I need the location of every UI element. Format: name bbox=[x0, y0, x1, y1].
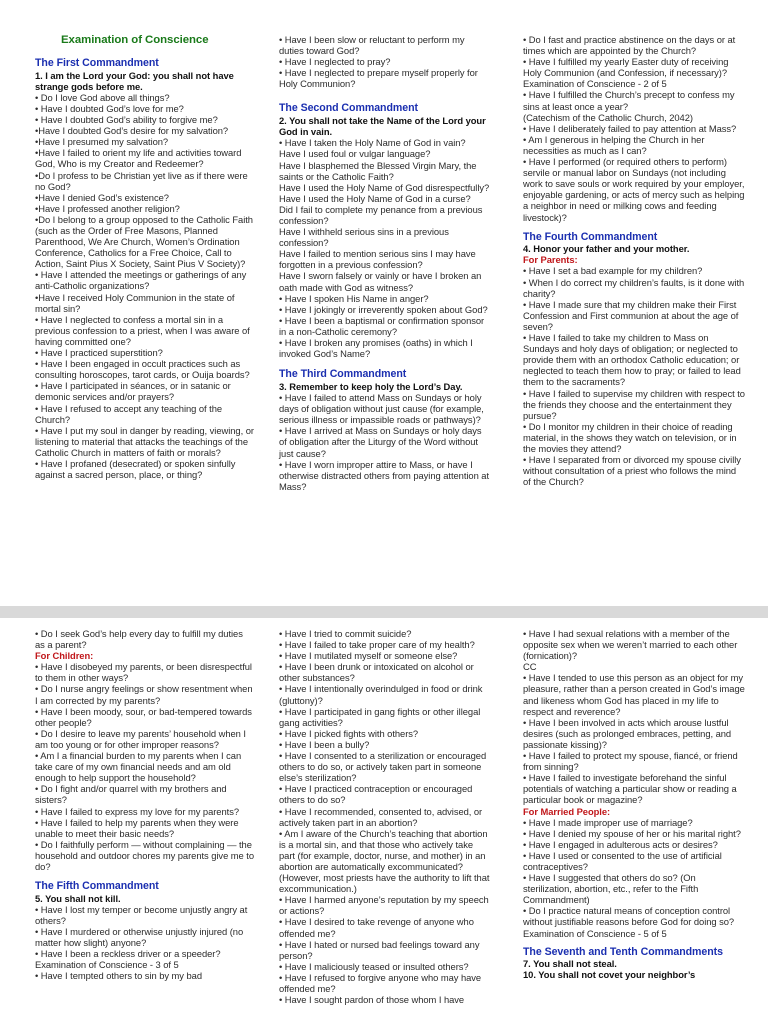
list-item: Examination of Conscience - 3 of 5 bbox=[35, 959, 179, 971]
list-item: • Have I doubted God’s ability to forgive me? bbox=[35, 114, 218, 126]
third-commandment-continued-list bbox=[523, 34, 745, 223]
list-item: Have I blasphemed the Blessed Virgin Mary, the saints or the Catholic Faith? bbox=[279, 159, 477, 182]
second-commandment-list bbox=[279, 137, 491, 359]
list-item: • Have I fulfilled my yearly Easter duty of receiving Holy Communion (and Confession, if necessary)? Examination of Conscience - 2 of 5 bbox=[523, 56, 729, 90]
fourth-commandment-parents-list bbox=[523, 265, 745, 487]
for-parents-subheading: For Parents: bbox=[523, 254, 578, 266]
list-item: • Have I intentionally overindulged in food or drink (gluttony)? bbox=[279, 683, 483, 706]
list-item: • Have I neglected to confess a mortal sin in a previous confession to a priest, when I was aware of having committed one? bbox=[35, 313, 250, 347]
list-item: • Have I worn improper attire to Mass, or have I otherwise distracted others from paying attention at Mass? bbox=[279, 458, 490, 492]
list-item: • Have I mutilated myself or someone else? bbox=[279, 650, 458, 662]
document-page-2 bbox=[0, 618, 768, 1024]
list-item: • Have I picked fights with others? bbox=[279, 727, 419, 739]
list-item: • Do I monitor my children in their choice of reading material, in the shows they watch on television, or in the movies they attend? bbox=[523, 420, 737, 454]
list-item: • Have I neglected to pray? bbox=[279, 56, 391, 68]
list-item: • Have I tried to commit suicide? bbox=[279, 628, 412, 639]
list-item: • Have I participated in séances, or in satanic or demonic services and/or prayers? bbox=[35, 380, 231, 403]
list-item: • Do I nurse angry feelings or show resentment when I am corrected by my parents? bbox=[35, 683, 253, 706]
fifth-commandment-text: 5. You shall not kill. bbox=[35, 892, 121, 904]
list-item: • Have I neglected to prepare myself properly for Holy Communion? bbox=[279, 67, 478, 90]
page1-column-3 bbox=[523, 34, 745, 487]
list-item: • Do I faithfully perform — without complaining — the household and outdoor chores my parents give me to do? bbox=[35, 838, 254, 872]
list-item: • Have I profaned (desecrated) or spoken sinfully against a sacred person, place, or thing? bbox=[35, 457, 236, 481]
list-item: • Have I been drunk or intoxicated on alcohol or other substances? bbox=[279, 661, 474, 684]
list-item: • Have I doubted God’s love for me? bbox=[35, 102, 184, 114]
list-item: • Have I desired to take revenge of anyone who offended me? bbox=[279, 916, 474, 939]
first-commandment-list bbox=[35, 92, 255, 480]
list-item: Did I fail to complete my penance from a previous confession? bbox=[279, 203, 483, 227]
third-commandment-text: 3. Remember to keep holy the Lord’s Day. bbox=[279, 380, 463, 392]
list-item: • Have I failed to express my love for my parents? bbox=[35, 805, 239, 817]
list-item: • Have I been moody, sour, or bad-tempered towards other people? bbox=[35, 705, 252, 728]
list-item: • Have I refused to accept any teaching of the Church? bbox=[35, 402, 223, 425]
second-commandment-text: 2. You shall not take the Name of the Lord your God in vain. bbox=[279, 115, 486, 138]
list-item: Have I withheld serious sins in a previous confession? bbox=[279, 226, 449, 249]
list-item: • Have I failed to attend Mass on Sundays or holy days of obligation without just cause (for example, serious illness or impassible roads or pathways)? bbox=[279, 392, 484, 426]
seventh-tenth-commandment-heading: The Seventh and Tenth Commandments bbox=[523, 945, 723, 958]
list-item: • Have I consented to a sterilization or encouraged others to do so, or actively taken part in someone else’s sterilization? bbox=[279, 750, 487, 784]
fifth-commandment-continued-list bbox=[279, 628, 491, 1005]
list-item: • Have I hated or nursed bad feelings toward any person? bbox=[279, 938, 480, 961]
list-item: • Have I failed to help my parents when they were unable to meet their basic needs? bbox=[35, 816, 239, 839]
list-item: • Have I had sexual relations with a member of the opposite sex when we weren’t married to each other (fornication)? bbox=[523, 628, 738, 662]
list-item: • Have I maliciously teased or insulted others? bbox=[279, 960, 469, 972]
seventh-commandment-text: 7. You shall not steal. bbox=[523, 958, 617, 970]
list-item: • Have I disobeyed my parents, or been disrespectful to them in other ways? bbox=[35, 661, 252, 684]
list-item: Have I used the Holy Name of God disrespectfully? bbox=[279, 181, 490, 193]
fifth-commandment-heading: The Fifth Commandment bbox=[35, 880, 159, 893]
list-item: • Am I aware of the Church’s teaching that abortion is a mortal sin, and that those who actively take part (for example, doctor, nurse, and mother) in an abortion are automatically excommunicated? (However, most priests have the authority to lift that excommunication.) bbox=[279, 827, 490, 895]
list-item: • Have I failed to investigate beforehand the sinful potentials of watching a particular show or reading a particular book or magazine? bbox=[523, 772, 737, 806]
list-item: • Have I been a bully? bbox=[279, 738, 370, 750]
list-item: • Have I failed to protect my spouse, fiancé, or friend from sinning? bbox=[523, 750, 738, 773]
list-item: • Do I desire to leave my parents’ household when I am too young or for other improper reasons? bbox=[35, 727, 246, 750]
fourth-commandment-heading: The Fourth Commandment bbox=[523, 230, 658, 243]
first-commandment-text: 1. I am the Lord your God: you shall not have strange gods before me. bbox=[35, 69, 234, 92]
fourth-commandment-children-list bbox=[35, 661, 255, 872]
list-item: • Have I separated from or divorced my spouse civilly without consultation of a priest who follows the mind of the Church? bbox=[523, 454, 741, 488]
list-item: • Have I fulfilled the Church’s precept to confess my sins at least once a year? bbox=[523, 89, 735, 112]
list-item: (Catechism of the Catholic Church, 2042) bbox=[523, 111, 693, 123]
list-item: CC bbox=[523, 661, 537, 673]
sixth-commandment-continued-list bbox=[523, 628, 745, 806]
list-item: • Have I been involved in acts which arouse lustful desires (such as prolonged embraces, petting, and passionate kissing)? bbox=[523, 716, 732, 750]
page2-column-1 bbox=[35, 628, 255, 982]
list-item: • Have I taken the Holy Name of God in vain? bbox=[279, 137, 466, 149]
list-item: • Have I deliberately failed to pay attention at Mass? bbox=[523, 122, 737, 134]
for-children-subheading: For Children: bbox=[35, 650, 94, 662]
list-item: • Have I sought pardon of those whom I have bbox=[279, 994, 465, 1006]
list-item: • Do I love God above all things? bbox=[35, 91, 170, 103]
list-item: • Have I practiced contraception or encouraged others to do so? bbox=[279, 783, 473, 806]
page2-column-2 bbox=[279, 628, 491, 1005]
list-item: • Have I broken any promises (oaths) in which I invoked God’s Name? bbox=[279, 337, 473, 360]
list-item: • Have I harmed anyone’s reputation by my speech or actions? bbox=[279, 894, 489, 917]
list-item: •Have I failed to orient my life and activities toward God, Who is my Creator and Redeemer? bbox=[35, 147, 242, 170]
list-item: •Have I received Holy Communion in the state of mortal sin? bbox=[35, 291, 235, 314]
fifth-commandment-list bbox=[35, 904, 255, 982]
list-item: • Have I lost my temper or become unjustly angry at others? bbox=[35, 903, 248, 926]
for-married-people-subheading: For Married People: bbox=[523, 805, 611, 817]
page1-column-1 bbox=[35, 34, 255, 480]
third-commandment-heading: The Third Commandment bbox=[279, 368, 407, 381]
list-item: • Have I been engaged in occult practices such as consulting horoscopes, tarot cards, or Ouija boards? bbox=[35, 358, 250, 381]
list-item: • Do I fast and practice abstinence on the days or at times which are appointed by the Church? bbox=[523, 34, 736, 57]
list-item: • Do I fight and/or quarrel with my brothers and sisters? bbox=[35, 783, 227, 806]
list-item: • Have I used or consented to the use of artificial contraceptives? bbox=[523, 849, 722, 872]
list-item: • When I do correct my children’s faults, is it done with charity? bbox=[523, 276, 745, 299]
parents-continued-list bbox=[35, 628, 255, 650]
list-item: • Have I refused to forgive anyone who may have offended me? bbox=[279, 971, 482, 994]
list-item: • Have I arrived at Mass on Sundays or holy days of obligation after the Liturgy of the Word without just cause? bbox=[279, 425, 482, 459]
list-item: •Do I profess to be Christian yet live as if there were no God? bbox=[35, 169, 248, 192]
list-item: • Have I put my soul in danger by reading, viewing, or listening to material that attacks the teachings of the Catholic Church in matters of faith or morals? bbox=[35, 424, 254, 458]
list-item: • Have I tended to use this person as an object for my pleasure, rather than a person created in God’s image and likeness whom God has placed in my life to respect and reverence? bbox=[523, 672, 745, 717]
list-item: Have I used the Holy Name of God in a curse? bbox=[279, 192, 471, 204]
fourth-commandment-text: 4. Honor your father and your mother. bbox=[523, 243, 690, 255]
list-item: Have I sworn falsely or vainly or have I broken an oath made with God as witness? bbox=[279, 270, 482, 293]
list-item: Have I failed to mention serious sins I may have forgotten in a previous confession? bbox=[279, 248, 476, 271]
list-item: • Have I tempted others to sin by my bad bbox=[35, 970, 202, 982]
list-item: • Have I set a bad example for my children? bbox=[523, 265, 703, 277]
tenth-commandment-text: 10. You shall not covet your neighbor’s bbox=[523, 969, 696, 981]
list-item: • Have I been a baptismal or confirmation sponsor in a non-Catholic ceremony? bbox=[279, 314, 485, 337]
third-commandment-list bbox=[279, 392, 491, 492]
list-item: • Have I failed to take proper care of my health? bbox=[279, 639, 475, 651]
list-item: •Have I denied God’s existence? bbox=[35, 191, 169, 203]
list-item: • Have I failed to take my children to Mass on Sundays and holy days of obligation; or neglected to provide them with an orthodox Catholic education; or neglected to teach them how to pray; or failed to lead them to the sacraments? bbox=[523, 332, 741, 388]
list-item: Have I used foul or vulgar language? bbox=[279, 148, 431, 160]
first-commandment-continued-list bbox=[279, 34, 491, 89]
list-item: • Am I generous in helping the Church in her necessities as much as I can? bbox=[523, 133, 705, 156]
list-item: •Have I doubted God’s desire for my salvation? bbox=[35, 125, 229, 137]
married-people-list bbox=[523, 817, 745, 939]
list-item: •Have I professed another religion? bbox=[35, 202, 180, 214]
list-item: • Have I been a reckless driver or a speeder? bbox=[35, 948, 221, 960]
list-item: • Have I performed (or required others to perform) servile or manual labor on Sundays (not including work to save souls or work required by your employer, enjoyable gardening, or acts of mercy such as helping a neighbor in need or milking cows and feeding livestock)? bbox=[523, 156, 745, 223]
list-item: • Have I made improper use of marriage? bbox=[523, 816, 693, 828]
list-item: • Have I attended the meetings or gatherings of any anti-Catholic organizations? bbox=[35, 269, 247, 292]
list-item: • Have I recommended, consented to, advised, or actively taken part in an abortion? bbox=[279, 805, 483, 828]
list-item: • Have I participated in gang fights or other illegal gang activities? bbox=[279, 705, 481, 728]
document-title: Examination of Conscience bbox=[61, 34, 209, 46]
list-item: • Have I practiced superstition? bbox=[35, 347, 163, 359]
list-item: •Have I presumed my salvation? bbox=[35, 136, 169, 148]
list-item: •Do I belong to a group opposed to the Catholic Faith (such as the Order of Free Masons, Planned Parenthood, We Are Church, Women’s Ordination Conference, Catholics for a Free Choice, Call to Action, Saint Pius X Society, Saint Pius V Society)? bbox=[35, 213, 253, 270]
list-item: • Have I jokingly or irreverently spoken about God? bbox=[279, 303, 488, 315]
list-item: • Have I suggested that others do so? (On sterilization, abortion, etc., refer to the Fifth Commandment) bbox=[523, 872, 699, 906]
first-commandment-heading: The First Commandment bbox=[35, 57, 159, 69]
list-item: • Am I a financial burden to my parents when I can take care of my own financial needs and am old enough to help support the household? bbox=[35, 750, 242, 784]
list-item: • Have I murdered or otherwise unjustly injured (no matter how slight) anyone? bbox=[35, 926, 244, 949]
list-item: • Do I seek God’s help every day to fulfill my duties as a parent? bbox=[35, 628, 243, 651]
list-item: • Have I failed to supervise my children with respect to the friends they choose and the entertainment they pursue? bbox=[523, 387, 745, 421]
list-item: • Have I been slow or reluctant to perform my duties toward God? bbox=[279, 34, 465, 57]
page2-column-3 bbox=[523, 628, 745, 981]
page1-column-2 bbox=[279, 34, 491, 492]
list-item: • Do I practice natural means of conception control without justifiable reasons before God for doing so? Examination of Conscience - 5 of 5 bbox=[523, 905, 735, 939]
second-commandment-heading: The Second Commandment bbox=[279, 102, 418, 115]
list-item: • Have I spoken His Name in anger? bbox=[279, 292, 429, 304]
list-item: • Have I made sure that my children make their First Confession and First communion at about the age of seven? bbox=[523, 298, 739, 332]
list-item: • Have I engaged in adulterous acts or desires? bbox=[523, 838, 718, 850]
list-item: • Have I denied my spouse of her or his marital right? bbox=[523, 827, 741, 839]
